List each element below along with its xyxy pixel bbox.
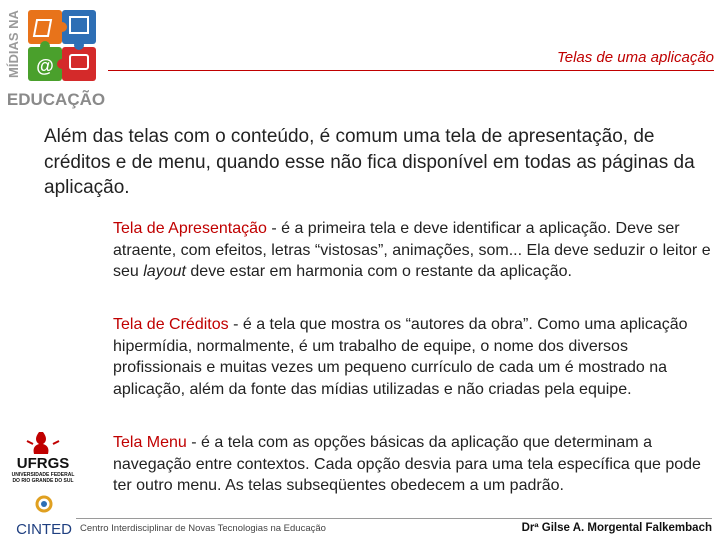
ufrgs-line2: DO RIO GRANDE DO SUL: [12, 478, 74, 484]
item-tela-menu: [113, 432, 713, 497]
cinted-emblem-icon: [12, 494, 76, 540]
page-title: Telas de uma aplicação: [556, 49, 714, 66]
item-text: deve estar em harmonia com o restante da aplicação.: [185, 263, 572, 280]
ufrgs-emblem-icon: [8, 430, 78, 486]
footer-divider: [76, 518, 712, 519]
intro-paragraph: Além das telas com o conteúdo, é comum uma tela de apresentação, de créditos e de menu, quando esse não fica disponível em todas as páginas da aplicação.: [44, 126, 695, 198]
item-term: Tela de Créditos: [113, 316, 229, 333]
puzzle-logo-icon: [4, 2, 108, 112]
header-divider: [108, 70, 714, 71]
ufrgs-line1: UNIVERSIDADE FEDERAL: [11, 472, 75, 478]
item-emphasis: layout: [143, 263, 186, 280]
footer-institution: Centro Interdisciplinar de Novas Tecnologias na Educação: [80, 523, 326, 534]
item-text: - é a tela com as opções básicas da aplicação que determinam a navegação entre contextos. Cada opção desvia para uma tela específica que pode ter outro menu. As telas subseqüentes obedecem a um padrão.: [113, 434, 701, 494]
ufrgs-name: UFRGS: [16, 455, 70, 472]
item-term: Tela Menu: [113, 434, 187, 451]
svg-text:@: @: [36, 56, 54, 76]
footer-author: Drª Gilse A. Morgental Falkembach: [521, 522, 712, 534]
item-tela-apresentacao: [113, 218, 713, 283]
logo-side-text: MÍDIAS NA: [6, 10, 21, 78]
item-tela-creditos: [113, 314, 713, 400]
item-text: - é a primeira tela e deve identificar a aplicação. Deve ser atraente, com efeitos, letras “vistosas”, animações, som... Ela deve seduzir o leitor e seu: [113, 220, 711, 280]
cinted-logo: [12, 494, 76, 540]
item-text: - é a tela que mostra os “autores da obra”. Como uma aplicação hipermídia, normalmente, é um trabalho de equipe, o nome dos diversos profissionais e muitas vezes um pequeno currículo de cada um é mostrado na aplicação, além da fonte das mídias utilizadas e não criadas pela equipe.: [113, 316, 688, 398]
cinted-name: CINTED: [16, 521, 72, 538]
item-term: Tela de Apresentação: [113, 220, 267, 237]
midias-na-educacao-logo: [4, 2, 108, 112]
logo-bottom-text: EDUCAÇÃO: [6, 90, 106, 109]
ufrgs-logo: [8, 430, 78, 486]
